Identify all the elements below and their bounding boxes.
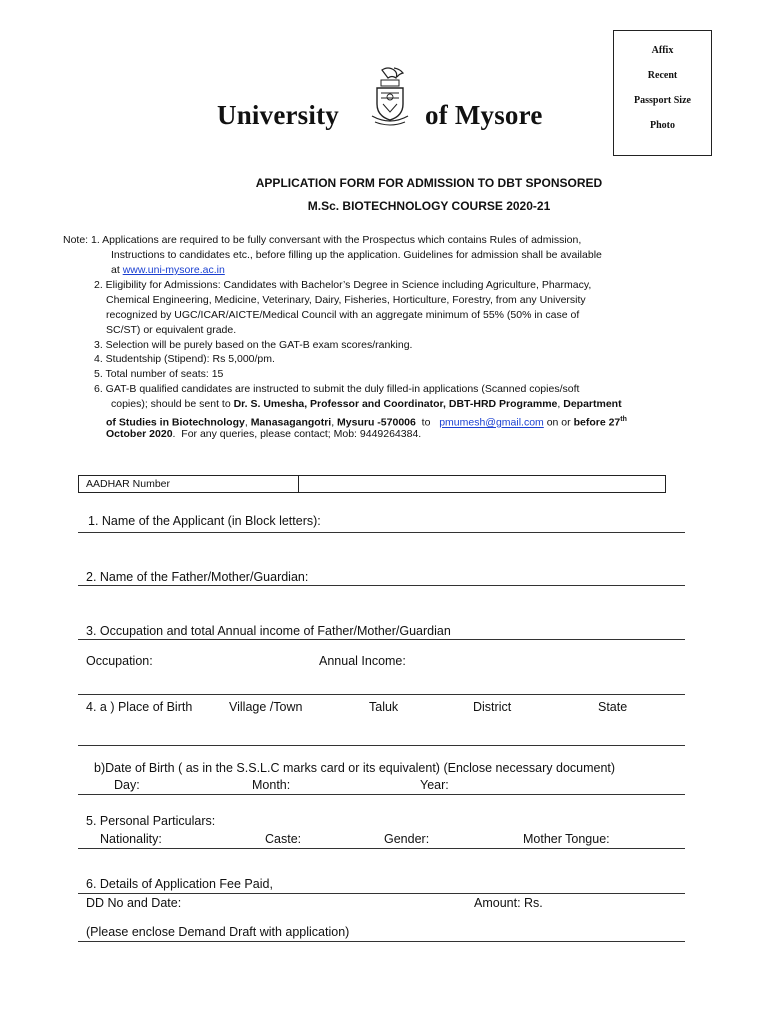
taluk-label: Taluk [369, 700, 399, 714]
guardian-name-label: 2. Name of the Father/Mother/Guardian: [86, 570, 309, 584]
note-6-line-d [106, 427, 421, 442]
state-label: State [598, 700, 628, 714]
applicant-name-line[interactable] [78, 532, 685, 533]
note-6-copies: copies); should be sent to [111, 398, 234, 410]
fee-line[interactable] [78, 941, 685, 942]
note-6-to: to [415, 416, 440, 429]
note-6-line-b [111, 397, 622, 412]
applicant-name-label: 1. Name of the Applicant (in Block letters): [88, 514, 321, 528]
photo-box-line3: Passport Size [634, 95, 691, 106]
note-6-contact: . For any queries, please contact; Mob: 9449264384. [172, 428, 422, 440]
nationality-label: Nationality: [100, 832, 162, 846]
university-name-left: University [217, 100, 339, 130]
occupation-heading-line [78, 639, 685, 640]
occupation-label: Occupation: [86, 654, 153, 668]
form-title-line2: M.Sc. BIOTECHNOLOGY COURSE 2020-21 [307, 199, 551, 213]
photo-box-line2: Recent [647, 70, 678, 81]
note-1-line-c [111, 263, 225, 278]
place-of-birth-line[interactable] [78, 745, 685, 746]
passport-photo-box [613, 30, 712, 156]
note-6-sep: , [557, 398, 564, 410]
note-2-line-b: Chemical Engineering, Medicine, Veterinary, Dairy, Fisheries, Horticulture, Forestry, from any University [106, 294, 586, 306]
note-4: 4. Studentship (Stipend): Rs 5,000/pm. [94, 353, 275, 365]
gender-label: Gender: [384, 832, 430, 846]
note-6-line-a: 6. GAT-B qualified candidates are instructed to submit the duly filled-in applications (Scanned copies/soft [94, 383, 580, 395]
note-6-city: Mysuru -570006 [337, 416, 416, 429]
fee-details-label: 6. Details of Application Fee Paid, [86, 877, 273, 891]
note-6-deadline-sup: th [620, 416, 627, 423]
place-of-birth-label: 4. a ) Place of Birth [86, 700, 193, 714]
mother-tongue-label: Mother Tongue: [523, 832, 610, 846]
university-website-link[interactable]: www.uni-mysore.ac.in [122, 264, 225, 276]
aadhar-label: AADHAR Number [86, 478, 171, 490]
note-6-sep-3: , [331, 416, 338, 429]
note-3: 3. Selection will be purely based on the GAT-B exam scores/ranking. [94, 339, 413, 351]
personal-particulars-label: 5. Personal Particulars: [86, 814, 216, 828]
enclose-dd-note: (Please enclose Demand Draft with application) [86, 925, 350, 939]
district-label: District [473, 700, 512, 714]
form-title-line1: APPLICATION FORM FOR ADMISSION TO DBT SPONSORED [255, 176, 603, 190]
note-6-sep-2: , [244, 416, 251, 429]
amount-label: Amount: Rs. [474, 896, 543, 910]
occupation-line[interactable] [78, 694, 685, 695]
dob-year-label: Year: [420, 778, 449, 792]
photo-box-line1: Affix [651, 45, 674, 56]
photo-box-line4: Photo [650, 120, 675, 131]
dd-no-date-label: DD No and Date: [86, 896, 182, 910]
annual-income-label: Annual Income: [319, 654, 406, 668]
date-of-birth-line[interactable] [78, 794, 685, 795]
note-1-at: at [111, 264, 123, 276]
occupation-heading: 3. Occupation and total Annual income of Father/Mother/Guardian [86, 624, 451, 638]
note-2-line-c: recognized by UGC/ICAR/AICTE/Medical Council with an aggregate minimum of 55% (50% in case of [106, 309, 580, 321]
note-6-deadline-month: October 2020 [106, 428, 173, 440]
note-6-deadline: before 27 [573, 416, 621, 429]
note-5: 5. Total number of seats: 15 [94, 368, 224, 380]
note-2-line-a: 2. Eligibility for Admissions: Candidates with Bachelor’s Degree in Science including Agriculture, Pharmacy, [94, 279, 592, 291]
date-of-birth-label: b)Date of Birth ( as in the S.S.L.C marks card or its equivalent) (Enclose necessary document) [94, 761, 616, 775]
aadhar-input-cell[interactable] [300, 476, 665, 492]
university-name-right: of Mysore [425, 100, 543, 130]
note-6-department: Department [563, 398, 622, 410]
note-6-dept-name: of Studies in Biotechnology [106, 416, 245, 429]
coordinator-email-link[interactable]: pmumesh@gmail.com [439, 416, 544, 429]
note-6-coordinator: Dr. S. Umesha, Professor and Coordinator, DBT-HRD Programme [233, 398, 558, 410]
caste-label: Caste: [265, 832, 302, 846]
university-crest-icon [368, 66, 412, 132]
dob-day-label: Day: [114, 778, 140, 792]
note-2-line-d: SC/ST) or equivalent grade. [106, 324, 237, 336]
dob-month-label: Month: [252, 778, 291, 792]
note-6-on-or: on or [543, 416, 574, 429]
guardian-name-line[interactable] [78, 585, 685, 586]
personal-particulars-line[interactable] [78, 848, 685, 849]
note-6-campus: Manasagangotri [250, 416, 332, 429]
aadhar-divider [298, 476, 299, 492]
fee-details-line [78, 893, 685, 894]
note-1-line-a: Note: 1. Applications are required to be fully conversant with the Prospectus which contains Rules of admission, [63, 234, 582, 246]
note-1-line-b: Instructions to candidates etc., before filling up the application. Guidelines for admission shall be available [111, 249, 602, 261]
village-town-label: Village /Town [229, 700, 303, 714]
